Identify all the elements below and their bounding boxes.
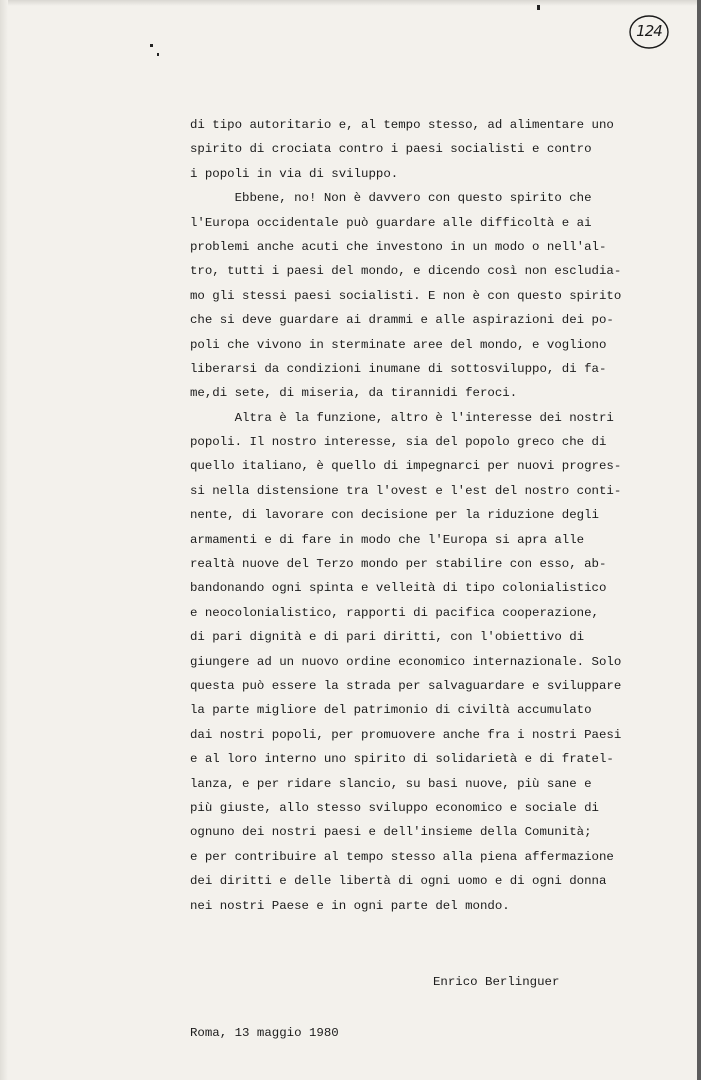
text-line: popoli. Il nostro interesse, sia del popolo greco che di [190, 435, 607, 450]
text-line: Altra è la funzione, altro è l'interesse dei nostri [190, 410, 614, 425]
page-left-edge [0, 0, 8, 1080]
text-line: e neocolonialistico, rapporti di pacifica cooperazione, [190, 605, 599, 620]
ink-speck [157, 53, 159, 56]
text-line: tro, tutti i paesi del mondo, e dicendo così non escludia- [190, 264, 622, 279]
text-line: realtà nuove del Terzo mondo per stabilire con esso, ab- [190, 557, 607, 572]
text-line: mo gli stessi paesi socialisti. E non è con questo spirito [190, 288, 622, 303]
text-line: dei diritti e delle libertà di ogni uomo e di ogni donna [190, 874, 607, 889]
text-line: nei nostri Paese e in ogni parte del mondo. [190, 898, 510, 913]
text-line: ognuno dei nostri paesi e dell'insieme della Comunità; [190, 825, 592, 840]
ink-speck [150, 44, 153, 47]
text-line: Ebbene, no! Non è davvero con questo spirito che [190, 191, 592, 206]
text-line: l'Europa occidentale può guardare alle difficoltà e ai [190, 215, 592, 230]
text-line: nente, di lavorare con decisione per la riduzione degli [190, 508, 599, 523]
page-number: 124 [636, 22, 662, 40]
text-line: me,di sete, di miseria, da tirannidi feroci. [190, 386, 518, 401]
text-line: questa può essere la strada per salvaguardare e sviluppare [190, 678, 622, 693]
text-line: più giuste, allo stesso sviluppo economico e sociale di [190, 800, 599, 815]
text-line: bandonando ogni spinta e velleità di tipo colonialistico [190, 581, 607, 596]
text-line: liberarsi da condizioni inumane di sottosviluppo, di fa- [190, 361, 607, 376]
text-line: giungere ad un nuovo ordine economico internazionale. Solo [190, 654, 622, 669]
text-line: dai nostri popoli, per promuovere anche fra i nostri Paesi [190, 727, 622, 742]
text-line: quello italiano, è quello di impegnarci per nuovi progres- [190, 459, 622, 474]
ink-speck [537, 5, 540, 10]
signature: Enrico Berlinguer [433, 975, 560, 989]
text-line: di tipo autoritario e, al tempo stesso, ad alimentare uno [190, 118, 614, 132]
text-line: spirito di crociata contro i paesi socialisti e contro [190, 142, 592, 157]
text-line: armamenti e di fare in modo che l'Europa si apra alle [190, 532, 585, 547]
text-line: poli che vivono in sterminate aree del mondo, e vogliono [190, 337, 607, 352]
text-line: lanza, e per ridare slancio, su basi nuove, più sane e [190, 776, 592, 791]
text-line: che si deve guardare ai drammi e alle aspirazioni dei po- [190, 313, 614, 328]
letter-body [190, 113, 680, 918]
text-line: si nella distensione tra l'ovest e l'est del nostro conti- [190, 483, 622, 498]
text-line: la parte migliore del patrimonio di civiltà accumulato [190, 703, 592, 718]
text-line: e al loro interno uno spirito di solidarietà e di fratel- [190, 752, 614, 767]
page-number-stamp [628, 14, 670, 50]
text-line: di pari dignità e di pari diritti, con l'obiettivo di [190, 630, 585, 645]
text-line: i popoli in via di sviluppo. [190, 166, 399, 181]
page-right-edge [697, 0, 701, 1080]
page-top-edge [0, 0, 701, 6]
text-line: problemi anche acuti che investono in un modo o nell'al- [190, 239, 607, 254]
text-line: e per contribuire al tempo stesso alla piena affermazione [190, 849, 614, 864]
dateline: Roma, 13 maggio 1980 [190, 1026, 339, 1040]
